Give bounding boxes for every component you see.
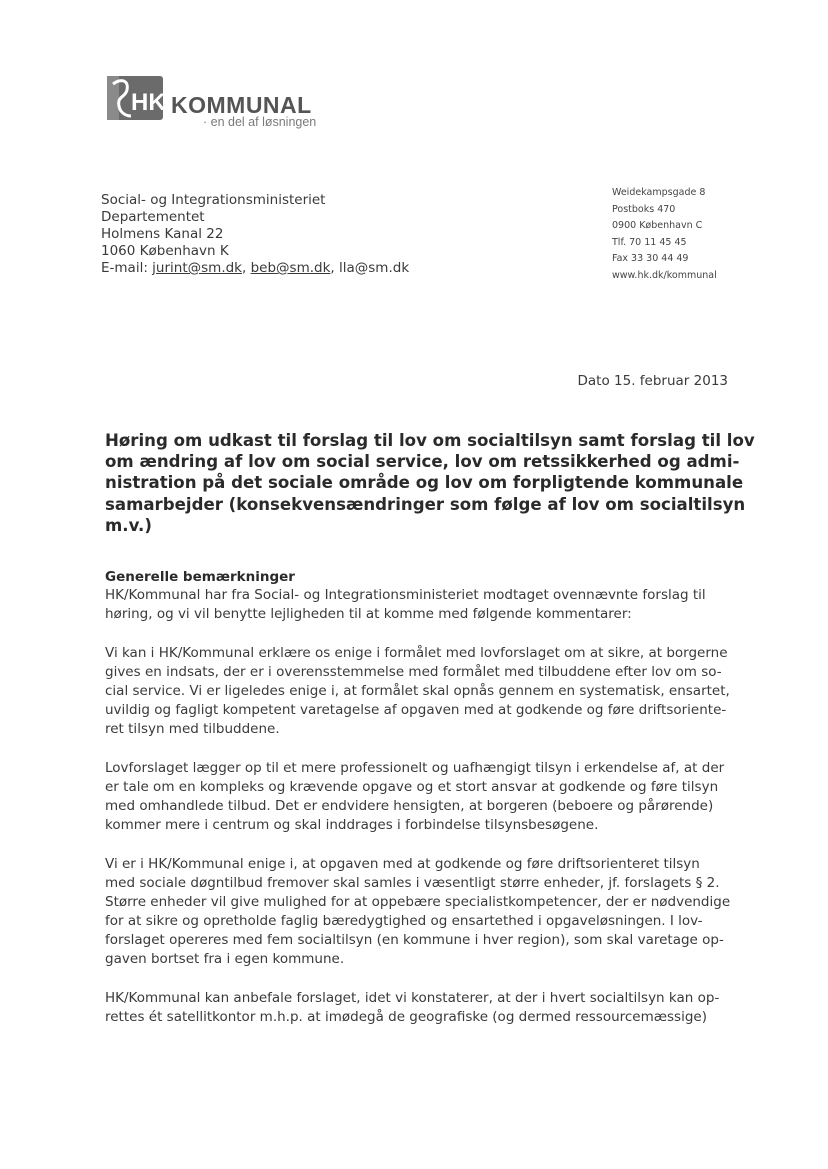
paragraph: [105, 759, 735, 835]
paragraph-line: Lovforslaget lægger op til et mere professionelt og uafhængigt tilsyn i erkendelse af, at der: [105, 760, 725, 776]
email-label: E-mail:: [101, 260, 153, 276]
email-text-lla: lla@sm.dk: [339, 260, 410, 276]
paragraph-line: cial service. Vi er ligeledes enige i, at formålet skal opnås gennem en systematisk, ensartet,: [105, 683, 730, 699]
title-line: samarbejder (konsekvensændringer som følge af lov om socialtilsyn: [105, 494, 746, 514]
hk-logo-icon: [103, 72, 167, 124]
paragraph-line: høring, og vi vil benytte lejligheden til at komme med følgende kommentarer:: [105, 606, 632, 622]
email-link-jurint[interactable]: jurint@sm.dk: [152, 260, 242, 276]
sender-line: Tlf. 70 11 45 45: [612, 236, 687, 248]
sender-website: www.hk.dk/kommunal: [612, 269, 717, 281]
email-link-beb[interactable]: beb@sm.dk: [250, 260, 331, 276]
letter-date: Dato 15. februar 2013: [577, 373, 728, 389]
paragraph: [105, 989, 735, 1027]
email-separator: ,: [242, 260, 251, 276]
paragraph-line: er tale om en kompleks og krævende opgave og et stort ansvar at godkende og føre tilsyn: [105, 779, 719, 795]
paragraph: [105, 855, 735, 969]
title-line: Høring om udkast til forslag til lov om socialtilsyn samt forslag til lov: [105, 431, 755, 450]
paragraph-line: kommer mere i centrum og skal inddrages i forbindelse tilsynsbesøgene.: [105, 817, 599, 833]
recipient-email-line: [101, 260, 409, 277]
recipient-line: 1060 København K: [101, 243, 229, 259]
paragraph: [105, 644, 735, 739]
paragraph-line: med omhandlede tilbud. Det er endvidere hensigten, at borgeren (beboere og pårørende): [105, 798, 714, 814]
sender-line: Postboks 470: [612, 203, 676, 215]
paragraph-line: HK/Kommunal har fra Social- og Integrationsministeriet modtaget ovennævnte forslag til: [105, 587, 706, 603]
paragraph-line: Større enheder vil give mulighed for at oppebære specialistkompetencer, der er nødvendige: [105, 894, 731, 910]
brand-name: KOMMUNAL: [171, 92, 312, 118]
recipient-address: [101, 192, 409, 277]
paragraph: [105, 586, 735, 624]
title-line: m.v.): [105, 515, 152, 535]
paragraph-line: Vi kan i HK/Kommunal erklære os enige i formålet med lovforslaget om at sikre, at borgerne: [105, 645, 728, 661]
paragraph-line: Vi er i HK/Kommunal enige i, at opgaven med at godkende og føre driftsorienteret tilsyn: [105, 856, 700, 872]
sender-line: 0900 København C: [612, 220, 703, 232]
paragraph-line: med sociale døgntilbud fremover skal samles i væsentligt større enheder, jf. forslagets § 2.: [105, 875, 720, 891]
letterhead-logo: [103, 72, 343, 132]
paragraph-line: uvildig og fagligt kompetent varetagelse af opgaven med at godkende og føre driftsoriente-: [105, 702, 727, 718]
brand-tagline: · en del af løsningen: [203, 115, 317, 129]
logo-text: HK: [131, 89, 166, 116]
paragraph-line: for at sikre og opretholde faglig bæredygtighed og ensartethed i opgaveløsningen. I lov-: [105, 913, 703, 929]
paragraph-line: rettes ét satellitkontor m.h.p. at imødegå de geografiske (og dermed ressourcemæssige): [105, 1009, 707, 1025]
email-separator: ,: [330, 260, 339, 276]
paragraph-line: ret tilsyn med tilbuddene.: [105, 721, 280, 737]
paragraph-line: gaven bortset fra i egen kommune.: [105, 951, 345, 967]
recipient-line: Holmens Kanal 22: [101, 226, 224, 242]
letter-body: [105, 569, 735, 1047]
recipient-line: Departementet: [101, 209, 205, 225]
paragraph-line: gives en indsats, der er i overensstemmelse med formålet med tilbuddene efter lov om so-: [105, 664, 722, 680]
paragraph-line: HK/Kommunal kan anbefale forslaget, idet vi konstaterer, at der i hvert socialtilsyn kan op-: [105, 990, 720, 1006]
section-heading: Generelle bemærkninger: [105, 569, 295, 585]
recipient-line: Social- og Integrationsministeriet: [101, 192, 326, 208]
paragraph-line: forslaget opereres med fem socialtilsyn (en kommune i hver region), som skal varetage op-: [105, 932, 724, 948]
sender-contact: [612, 185, 717, 285]
sender-line: Fax 33 30 44 49: [612, 253, 689, 265]
sender-line: Weidekampsgade 8: [612, 187, 706, 198]
letter-title: [105, 430, 755, 536]
title-line: nistration på det sociale område og lov om forpligtende kommunale: [105, 473, 744, 493]
title-line: om ændring af lov om social service, lov om retssikkerhed og admi-: [105, 452, 740, 472]
